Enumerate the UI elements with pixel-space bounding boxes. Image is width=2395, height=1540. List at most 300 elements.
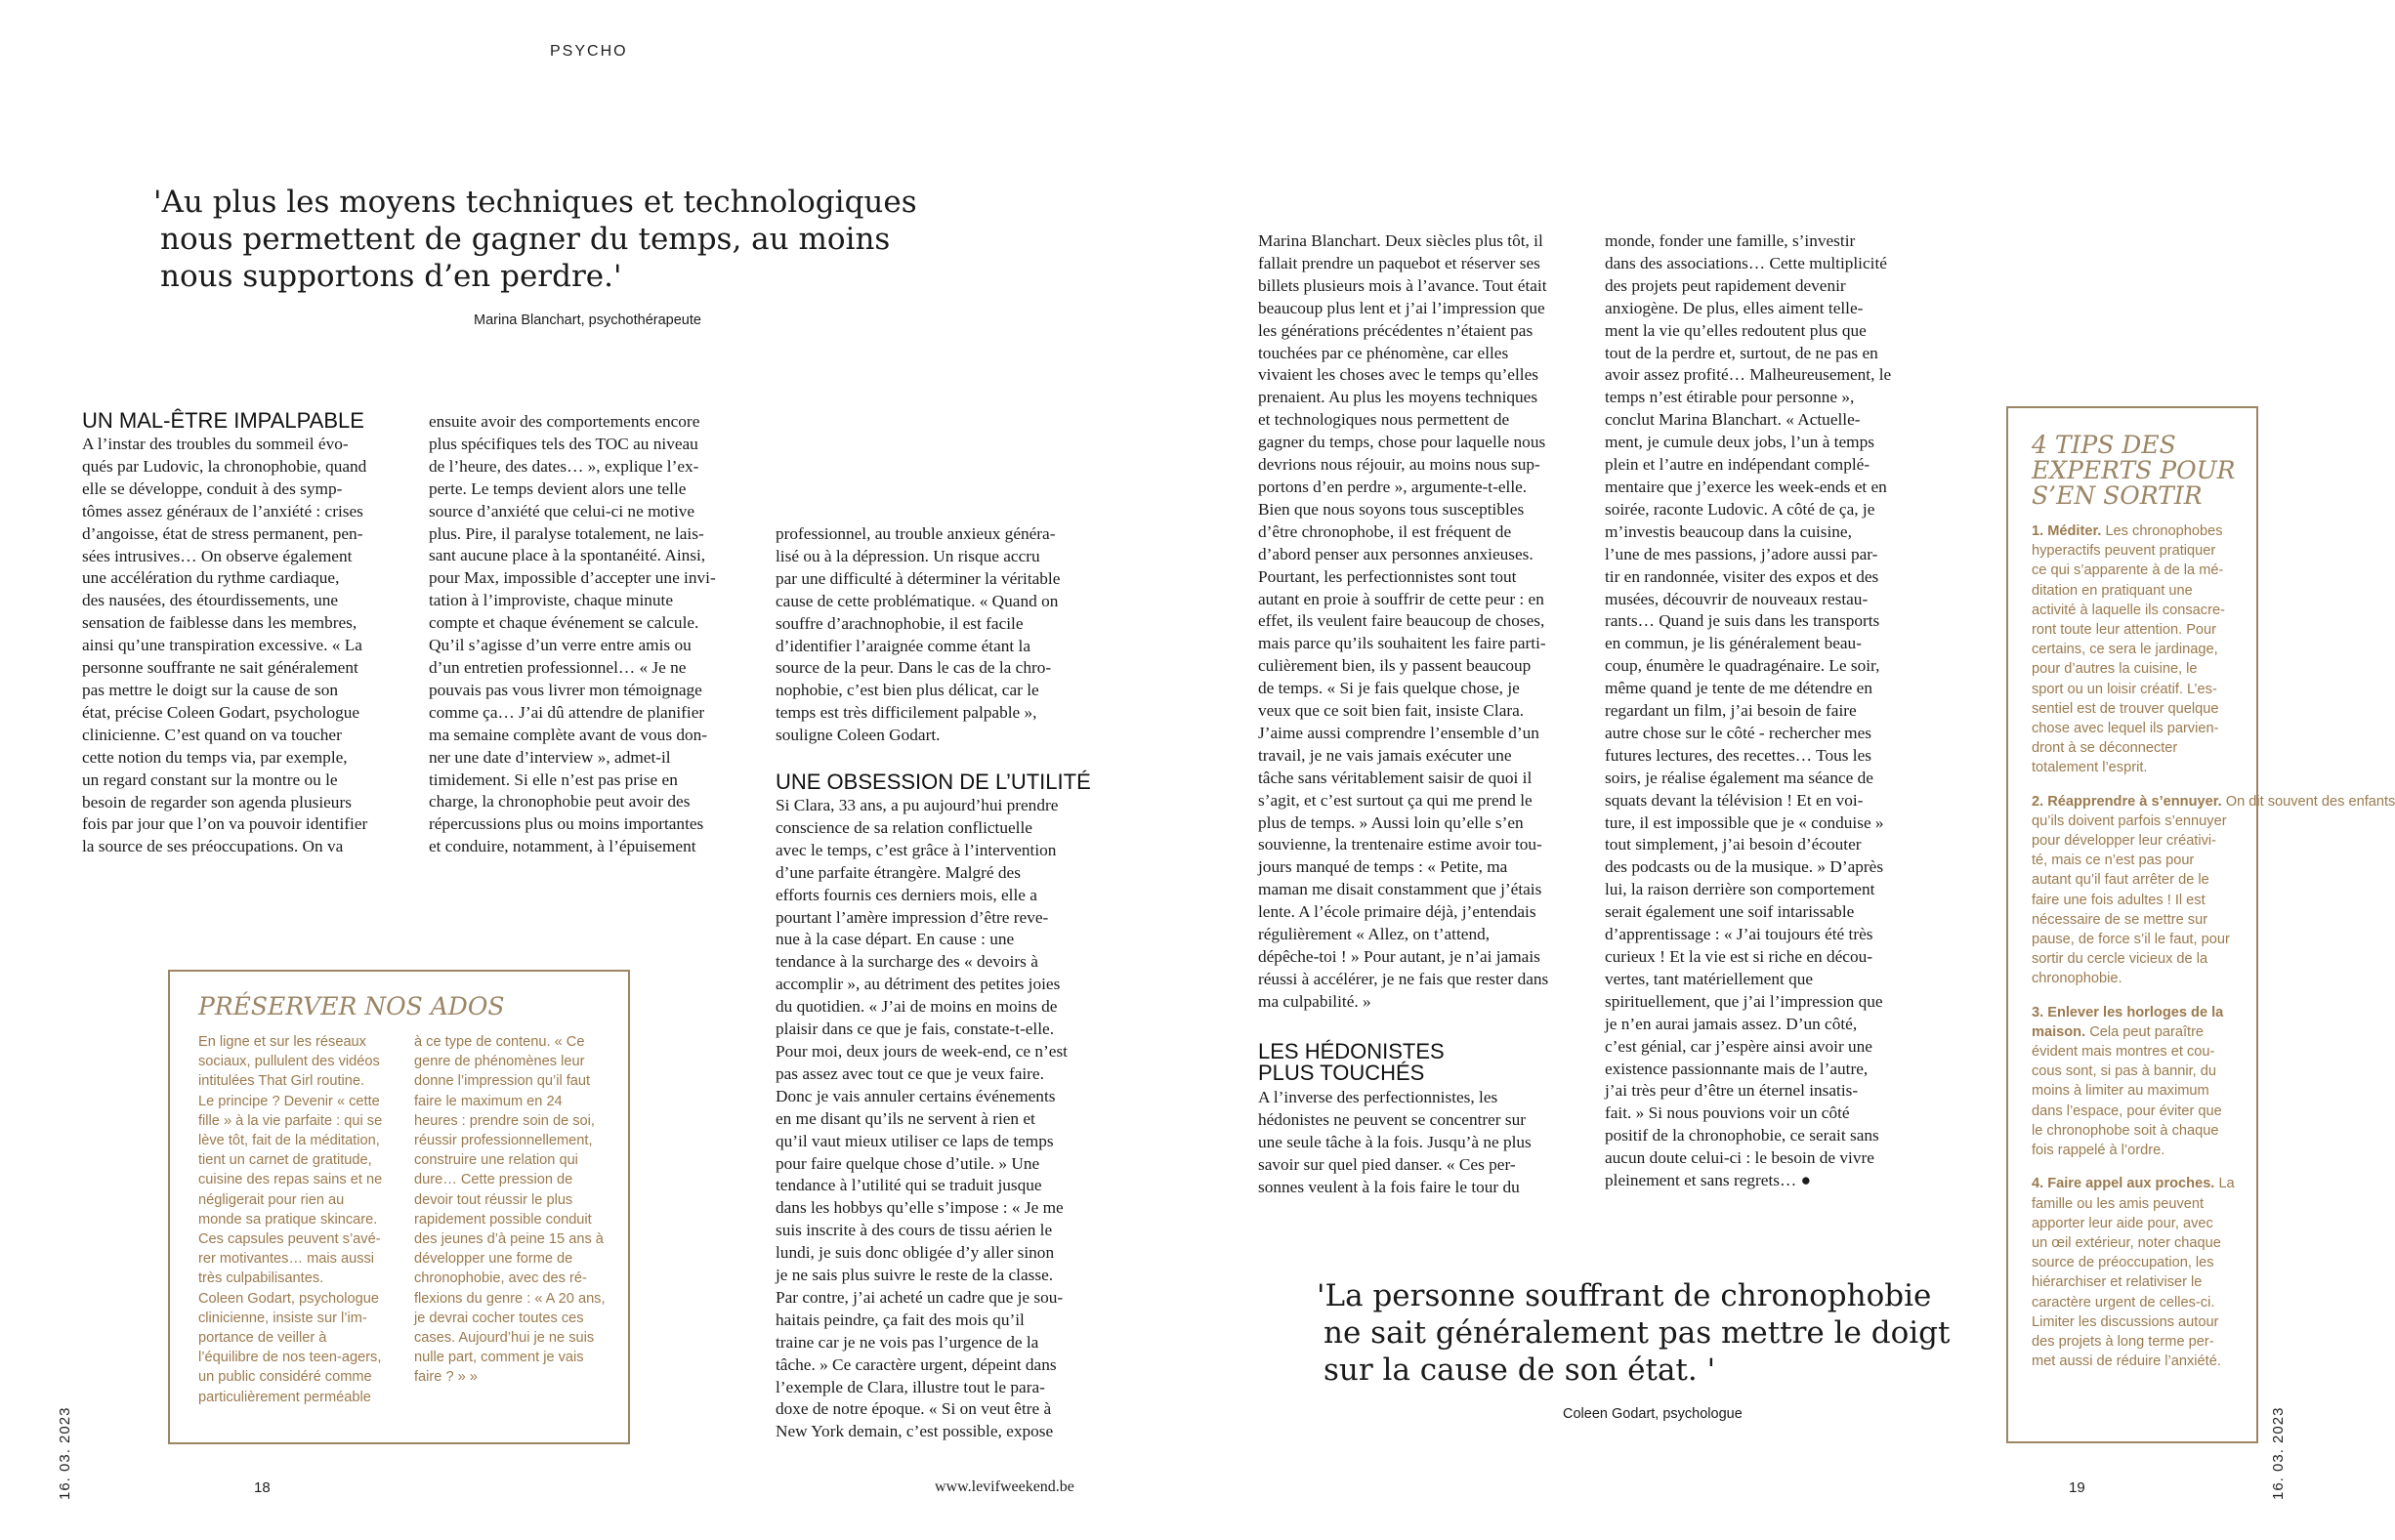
text-line: beaucoup plus lent et j’ai l’impression que — [1258, 298, 1545, 317]
text-line: lui, la raison derrière son comportement — [1605, 880, 1875, 899]
quote-line: 'Au plus les moyens techniques et technologiques — [153, 185, 917, 220]
text-line: monde, fonder une famille, s’investir — [1605, 231, 1856, 250]
text-line: efforts fournis ces derniers mois, elle a — [776, 885, 1037, 904]
text-line: fois par jour que l’on va pouvoir identifier — [82, 814, 368, 834]
text-line: source d’anxiété que celui-ci ne motive — [429, 501, 695, 520]
text-line: d’apprentissage : « J’ai toujours été très — [1605, 925, 1873, 944]
text-line: souffre d’arachnophobie, il est facile — [776, 613, 1024, 633]
text-line: charge, la chronophobie peut avoir des — [429, 792, 691, 812]
quote-attribution: Marina Blanchart, psychothérapeute — [474, 312, 701, 328]
text-line: culièrement bien, ils y passent beaucoup — [1258, 656, 1532, 676]
text-line: une accélération du rythme cardiaque, — [82, 568, 340, 588]
text-line: ensuite avoir des comportements encore — [429, 412, 700, 431]
text-line: donne l’impression qu’il faut — [414, 1073, 591, 1090]
text-line: spirituellement, que j’ai l’impression que — [1605, 991, 1883, 1011]
text-line: jours manqué de temps : « Petite, ma — [1258, 857, 1508, 877]
text-line: doxe de notre époque. « Si on veut être à — [776, 1399, 1052, 1419]
text-line: ainsi qu’une transpiration excessive. « La — [82, 636, 362, 655]
text-line: plus spécifiques tels des TOC au niveau — [429, 434, 698, 453]
tip-text: des projets à long terme per- — [2032, 1333, 2214, 1350]
text-line: devoir tout réussir le plus — [414, 1191, 573, 1208]
text-line: dépêche-toi ! » Pour autant, je n’ai jamais — [1258, 947, 1540, 966]
text-line: nulle part, comment je vais — [414, 1350, 584, 1366]
text-line: plein et l’autre en indépendant complé- — [1605, 455, 1870, 475]
text-line: tient un carnet de gratitude, — [198, 1152, 372, 1169]
quote-line: 'La personne souffrant de chronophobie — [1317, 1278, 1932, 1313]
quote-line: nous permettent de gagner du temps, au moins — [160, 222, 891, 257]
tip-text: Les chronophobes — [2105, 523, 2223, 539]
tip-line — [2032, 949, 2395, 969]
text-line: l’équilibre de nos teen-agers, — [198, 1350, 382, 1366]
quote-line: ne sait généralement pas mettre le doigt — [1324, 1315, 1951, 1351]
text-line: cette notion du temps via, par exemple, — [82, 747, 348, 767]
tip-line — [2032, 1121, 2395, 1141]
text-line: Pourtant, les perfectionnistes sont tout — [1258, 566, 1517, 586]
text-line: temps est très difficilement palpable », — [776, 703, 1037, 723]
text-line: tir en randonnée, visiter des expos et des — [1605, 566, 1879, 586]
text-line: même quand je tente de me détendre en — [1605, 679, 1872, 698]
page-number-right: 19 — [2069, 1479, 2085, 1496]
article-column-3-bottom — [776, 795, 1068, 1443]
sidebar-box-tips — [2006, 406, 2395, 1443]
text-line: cuisine des repas sains et ne — [198, 1172, 383, 1188]
tip-line — [2032, 758, 2395, 777]
tip-title: 4. Faire appel aux proches. — [2032, 1176, 2215, 1192]
text-line: flexions du genre : « A 20 ans, — [414, 1290, 606, 1307]
tip-text: Cela peut paraître — [2089, 1023, 2205, 1040]
text-line: des podcasts ou de la musique. » D’après — [1605, 857, 1884, 877]
text-line: en commun, je lis généralement beau- — [1605, 634, 1862, 653]
text-line: avoir assez profité… Malheureusement, le — [1605, 365, 1892, 385]
text-line: lève tôt, fait de la méditation, — [198, 1133, 380, 1149]
text-line: monde sa pratique skincare. — [198, 1211, 378, 1228]
text-line: intitulées That Girl routine. — [198, 1073, 365, 1090]
text-line: rapidement possible conduit — [414, 1211, 592, 1228]
text-line: mais parce qu’ils souhaitent les faire parti- — [1258, 634, 1546, 653]
heading-line: UNE OBSESSION DE L’UTILITÉ — [776, 770, 1091, 794]
text-line: ma culpabilité. » — [1258, 991, 1371, 1011]
text-line: Donc je vais annuler certains événements — [776, 1086, 1056, 1105]
tip-text: pause, de force s’il le faut, pour — [2032, 932, 2230, 948]
tip-text: pour d’autres la cuisine, le — [2032, 661, 2198, 678]
text-line: Coleen Godart, psychologue — [198, 1290, 379, 1307]
text-line: savoir sur quel pied danser. « Ces per- — [1258, 1154, 1516, 1174]
pull-quote-bottom — [1317, 1277, 1950, 1389]
tip-text: faire une fois adultes ! Il est — [2032, 892, 2206, 908]
tip-line — [2032, 680, 2395, 699]
page-number-left: 18 — [254, 1479, 271, 1496]
text-line: En ligne et sur les réseaux — [198, 1034, 366, 1050]
text-line: sées intrusives… On observe également — [82, 546, 353, 565]
text-line: une seule tâche à la fois. Jusqu’à ne plus — [1258, 1132, 1532, 1151]
text-line: musées, découvrir de nouveaux restau- — [1605, 589, 1869, 608]
text-line: particulièrement perméable — [198, 1389, 371, 1405]
tip-text: sentiel est de trouver quelque — [2032, 700, 2219, 717]
text-line: effet, ils veulent faire beaucoup de choses, — [1258, 611, 1545, 631]
text-line: professionnel, au trouble anxieux généra- — [776, 524, 1056, 543]
pull-quote-top — [153, 184, 917, 295]
box-title — [2032, 433, 2235, 509]
tip-text: totalement l’esprit. — [2032, 760, 2148, 776]
text-line: chronophobie, avec des ré- — [414, 1270, 587, 1287]
heading-line: UN MAL-ÊTRE IMPALPABLE — [82, 408, 364, 433]
tip-text: ditation en pratiquant une — [2032, 582, 2193, 599]
text-line: vivaient les choses avec le temps qu’elles — [1258, 365, 1538, 385]
text-line: répercussions plus ou moins importantes — [429, 814, 704, 834]
text-line: Le principe ? Devenir « cette — [198, 1093, 380, 1109]
text-line: temps n’est étirable pour personne », — [1605, 388, 1855, 407]
text-line: lundi, je suis donc obligée d’y aller sinon — [776, 1243, 1055, 1263]
tip-text: caractère urgent de celles-ci. — [2032, 1294, 2215, 1311]
text-line: travail, je ne vais jamais exécuter une — [1258, 745, 1512, 765]
text-line: futures lectures, des recettes… Tous les — [1605, 745, 1871, 765]
text-line: s’agit, et c’est surtout ça qui me prend le — [1258, 790, 1533, 810]
tip-title: maison. — [2032, 1023, 2086, 1040]
text-line: A l’inverse des perfectionnistes, les — [1258, 1088, 1498, 1106]
article-column-1 — [82, 434, 367, 858]
text-line: nophobie, c’est bien plus délicat, car le — [776, 681, 1039, 700]
text-line: d’identifier l’araignée comme étant la — [776, 636, 1031, 655]
tip-line — [2032, 812, 2395, 831]
tip-line — [2032, 891, 2395, 910]
text-line: d’un entretien professionnel… « Je ne — [429, 657, 687, 677]
text-line: un regard constant sur la montre ou le — [82, 770, 338, 789]
tip-line — [2032, 699, 2395, 719]
text-line: traine car je ne vois pas l’urgence de la — [776, 1332, 1039, 1352]
text-line: cases. Aujourd’hui je ne suis — [414, 1330, 595, 1347]
article-column-3-top — [776, 523, 1060, 747]
text-line: pas assez avec tout ce que je veux faire. — [776, 1063, 1044, 1083]
tip-line — [2032, 738, 2395, 758]
tip-text: pour développer leur créativi- — [2032, 833, 2217, 850]
text-line: Bien que nous soyons tous susceptibles — [1258, 499, 1525, 519]
text-line: dure… Cette pression de — [414, 1172, 573, 1188]
text-line: genre de phénomènes leur — [414, 1054, 585, 1070]
box-ados-column-2 — [414, 1032, 606, 1388]
text-line: Par contre, j’ai acheté un cadre que je sou- — [776, 1287, 1064, 1307]
text-line: Qu’il s’agisse d’un verre entre amis ou — [429, 636, 692, 655]
box-ados-column-1 — [198, 1032, 382, 1407]
tip-line — [2032, 969, 2395, 988]
text-line: anxiogène. De plus, elles aiment telle- — [1605, 298, 1864, 317]
tip-line — [2032, 1081, 2395, 1101]
text-line: ture, il est impossible que je « conduise » — [1605, 812, 1884, 832]
tip-line — [2032, 1061, 2395, 1081]
text-line: ma semaine complète avant de vous don- — [429, 725, 708, 744]
text-line: pour Max, impossible d’accepter une invi- — [429, 568, 716, 588]
text-line: comme ça… J’ai dû attendre de planifier — [429, 702, 705, 722]
text-line: conscience de sa relation conflictuelle — [776, 817, 1032, 837]
text-line: tendance à la surcharge des « devoirs à — [776, 952, 1038, 972]
text-line: prenaient. Au plus les moyens techniques — [1258, 388, 1538, 407]
text-line: lente. A l’école primaire déjà, j’entendais — [1258, 902, 1536, 922]
tip-line — [2032, 1102, 2395, 1121]
tip-title: 1. Méditer. — [2032, 523, 2102, 539]
text-line: pouvais pas vous livrer mon témoignage — [429, 680, 702, 699]
text-line: des jeunes d’à peine 15 ans à — [414, 1231, 604, 1248]
tip-title: 3. Enlever les horloges de la — [2032, 1004, 2224, 1020]
text-line: tout simplement, j’ai besoin d’écouter — [1605, 835, 1862, 854]
text-line: qués par Ludovic, la chronophobie, quand — [82, 456, 367, 476]
tip-line — [2032, 1141, 2395, 1160]
text-line: pourtant l’amère impression d’être reve- — [776, 907, 1049, 927]
text-line: dans des associations… Cette multiplicité — [1605, 253, 1887, 272]
tip-item — [2032, 1174, 2395, 1371]
tip-text: apporter leur aide pour, avec — [2032, 1215, 2213, 1231]
tip-line — [2032, 1174, 2395, 1193]
text-line: faire le maximum en 24 — [414, 1093, 563, 1109]
tip-item — [2032, 1003, 2395, 1161]
tip-title: 2. Réapprendre à s’ennuyer. — [2032, 793, 2222, 810]
tip-text: chose avec lequel ils parvien- — [2032, 721, 2219, 737]
tip-text: dans l’espace, pour éviter que — [2032, 1103, 2222, 1119]
section-heading — [1258, 1041, 1445, 1084]
text-line: faire ? » » — [414, 1369, 478, 1386]
tip-text: famille ou les amis peuvent — [2032, 1195, 2205, 1212]
tip-text: met aussi de réduire l’anxiété. — [2032, 1353, 2221, 1370]
tip-line — [2032, 930, 2395, 949]
text-line: ner une date d’interview », admet-il — [429, 747, 671, 767]
text-line: un public considéré comme — [198, 1369, 372, 1386]
article-column-5 — [1605, 230, 1891, 1192]
text-line: suis inscrite à des cours de tissu aérien le — [776, 1221, 1053, 1240]
tip-line — [2032, 870, 2395, 890]
text-line: haitais peindre, ça fait des mois qu’il — [776, 1310, 1025, 1329]
tip-line — [2032, 1214, 2395, 1233]
tip-line — [2032, 1332, 2395, 1352]
text-line: qu’il vaut mieux utiliser ce laps de temps — [776, 1131, 1054, 1150]
text-line: vertes, tant matériellement que — [1605, 969, 1814, 988]
text-line: m’investis beaucoup dans la cuisine, — [1605, 521, 1852, 541]
text-line: état, précise Coleen Godart, psychologue — [82, 702, 360, 722]
tip-text: hyperactifs peuvent pratiquer — [2032, 543, 2216, 560]
text-line: Ces capsules peuvent s’avé- — [198, 1231, 381, 1248]
text-line: hédonistes ne peuvent se concentrer sur — [1258, 1109, 1527, 1129]
tip-text: sortir du cercle vicieux de la — [2032, 951, 2208, 968]
box-title-line: 4 TIPS DES — [2032, 431, 2176, 459]
text-line: d’angoisse, état de stress permanent, pen- — [82, 523, 363, 543]
text-line: par une difficulté à déterminer la véritable — [776, 568, 1061, 588]
tip-text: ront toute leur attention. Pour — [2032, 622, 2217, 639]
text-line: souligne Coleen Godart. — [776, 726, 941, 745]
text-line: sociaux, pullulent des vidéos — [198, 1054, 380, 1070]
text-line: soirée, raconte Ludovic. A côté de ça, je — [1605, 499, 1875, 519]
text-line: soirs, je réalise également ma séance de — [1605, 768, 1873, 787]
text-line: portance de veiller à — [198, 1330, 327, 1347]
text-line: existence passionnante mais de l’autre, — [1605, 1059, 1869, 1078]
text-line: sensation de faiblesse dans les membres, — [82, 613, 357, 633]
text-line: sonnes veulent à la fois faire le tour du — [1258, 1177, 1520, 1196]
text-line: plaisir dans ce que je fais, constate-t-elle. — [776, 1020, 1055, 1039]
text-line: avec le temps, c’est grâce à l’intervention — [776, 840, 1057, 859]
tips-list — [2032, 521, 2395, 1371]
article-column-2 — [429, 411, 716, 858]
text-line: touchées par ce phénomène, car elles — [1258, 343, 1509, 362]
text-line: tâche. » Ce caractère urgent, dépeint dans — [776, 1354, 1057, 1374]
text-line: elle se développe, conduit à des symp- — [82, 479, 343, 498]
text-line: pleinement et sans regrets… ● — [1605, 1171, 1812, 1190]
tip-text: sport ou un loisir créatif. L’es- — [2032, 681, 2217, 697]
text-line: compte et chaque événement se calcule. — [429, 613, 699, 633]
tip-line — [2032, 659, 2395, 679]
tip-line — [2032, 601, 2395, 620]
text-line: dans les hobbys qu’elle s’impose : « Je me — [776, 1198, 1064, 1218]
text-line: lisé ou à la dépression. Un risque accru — [776, 546, 1040, 565]
text-line: gagner du temps, chose pour laquelle nous — [1258, 433, 1546, 452]
text-line: coup, énumère le quadragénaire. Le soir, — [1605, 656, 1880, 676]
text-line: et technologiques nous permettent de — [1258, 410, 1510, 430]
text-line: timidement. Si elle n’est pas prise en — [429, 770, 678, 789]
tip-line — [2032, 1233, 2395, 1253]
tip-line — [2032, 1293, 2395, 1312]
text-line: rants… Quand je suis dans les transports — [1605, 611, 1880, 631]
text-line: tout de la perdre et, surtout, de ne pas en — [1605, 343, 1878, 362]
text-line: tâche sans véritablement saisir de quoi il — [1258, 768, 1533, 787]
text-line: autant en proie à souffrir de cette peur : en — [1258, 589, 1544, 608]
tip-text: té, mais ce n’est pas pour — [2032, 853, 2195, 869]
text-line: personne souffrante ne sait généralement — [82, 658, 358, 678]
heading-line: PLUS TOUCHÉS — [1258, 1061, 1425, 1085]
tip-text: source de préoccupation, les — [2032, 1255, 2214, 1271]
tip-text: nécessaire de se mettre sur — [2032, 911, 2208, 928]
tip-line — [2032, 541, 2395, 561]
section-heading — [82, 410, 364, 432]
heading-line: LES HÉDONISTES — [1258, 1039, 1445, 1063]
text-line: du quotidien. « J’ai de moins en moins de — [776, 997, 1058, 1017]
text-line: plus. Pire, il paralyse totalement, ne lais- — [429, 523, 704, 543]
text-line: fille » à la vie parfaite : qui se — [198, 1112, 383, 1129]
text-line: maman me disait constamment que j’étais — [1258, 880, 1542, 899]
tip-text: hiérarchiser et relativiser le — [2032, 1274, 2203, 1291]
text-line: construire une relation qui — [414, 1152, 578, 1169]
tip-line — [2032, 792, 2395, 812]
text-line: clinicienne, insiste sur l’im- — [198, 1310, 367, 1326]
tip-text: évident mais montres et cou- — [2032, 1044, 2215, 1061]
tip-text: ce qui s’apparente à de la mé- — [2032, 562, 2224, 579]
text-line: de temps. « Si je fais quelque chose, je — [1258, 679, 1520, 698]
text-line: pour faire quelque chose d’utile. » Une — [776, 1153, 1040, 1173]
text-line: l’exemple de Clara, illustre tout le para- — [776, 1377, 1045, 1396]
tip-line — [2032, 851, 2395, 870]
text-line: source de la peur. Dans le cas de la chro- — [776, 658, 1052, 678]
tip-text: dront à se déconnecter — [2032, 740, 2178, 757]
text-line: plus de temps. » Aussi loin qu’elle s’en — [1258, 812, 1524, 832]
box-title-line: S’EN SORTIR — [2032, 481, 2203, 510]
tip-text: La — [2218, 1176, 2235, 1192]
tip-text: On dit souvent des enfants — [2225, 793, 2395, 810]
text-line: je devrai cocher toutes ces — [414, 1310, 584, 1326]
section-heading — [776, 771, 1091, 793]
quote-attribution: Coleen Godart, psychologue — [1563, 1406, 1743, 1422]
sidebar-box-ados — [168, 970, 630, 1444]
text-line: les générations précédentes n’étaient pas — [1258, 320, 1534, 340]
text-line: J’aime aussi comprendre l’ensemble d’un — [1258, 723, 1539, 742]
tip-text: le chronophobe soit à chaque — [2032, 1122, 2219, 1139]
text-line: veux que ce soit bien fait, insiste Clara. — [1258, 701, 1525, 721]
text-line: réussir professionnellement, — [414, 1133, 593, 1149]
tip-line — [2032, 521, 2395, 541]
text-line: développer une forme de — [414, 1251, 573, 1268]
tip-line — [2032, 581, 2395, 601]
text-line: devrions nous réjouir, au moins nous sup- — [1258, 455, 1540, 475]
tip-item — [2032, 521, 2395, 778]
tip-text: qu’ils doivent parfois s’ennuyer — [2032, 812, 2227, 829]
tip-line — [2032, 1194, 2395, 1214]
text-line: d’une parfaite étrangère. Malgré des — [776, 862, 1021, 882]
quote-line: nous supportons d’en perdre.' — [160, 259, 622, 294]
section-label: PSYCHO — [550, 43, 628, 60]
tip-line — [2032, 1022, 2395, 1042]
tip-text: cous sont, si pas à bannir, du — [2032, 1063, 2217, 1080]
tip-line — [2032, 1042, 2395, 1061]
tip-line — [2032, 561, 2395, 580]
text-line: tômes assez généraux de l’anxiété : crises — [82, 501, 363, 520]
text-line: clinicienne. C’est quand on va toucher — [82, 725, 342, 744]
tip-text: certains, ce sera le jardinage, — [2032, 642, 2218, 658]
text-line: billets plusieurs mois à l’avance. Tout était — [1258, 275, 1547, 295]
text-line: ment la vie qu’elles redoutent plus que — [1605, 320, 1867, 340]
text-line: mentaire que j’exerce les week-ends et en — [1605, 477, 1887, 496]
text-line: négligerait pour rien au — [198, 1191, 345, 1208]
text-line: des nausées, des étourdissements, une — [82, 591, 339, 610]
text-line: fait. » Si nous pouvions voir un côté — [1605, 1103, 1850, 1123]
text-line: conclut Marina Blanchart. « Actuelle- — [1605, 410, 1861, 430]
text-line: nue à la case départ. En cause : une — [776, 930, 1015, 949]
text-line: souvienne, la trentenaire estime avoir tou- — [1258, 835, 1542, 854]
box-title-line: EXPERTS POUR — [2032, 456, 2236, 484]
text-line: perte. Le temps devient alors une telle — [429, 479, 687, 498]
text-line: portons d’en perdre », argumente-t-elle. — [1258, 477, 1528, 496]
text-line: Marina Blanchart. Deux siècles plus tôt, il — [1258, 231, 1543, 250]
text-line: A l’instar des troubles du sommeil évo- — [82, 435, 349, 453]
text-line: d’abord penser aux personnes anxieuses. — [1258, 544, 1534, 563]
website-link[interactable]: www.levifweekend.be — [935, 1478, 1074, 1495]
issue-date-right: 16. 03. 2023 — [2270, 1406, 2287, 1500]
text-line: accomplir », au détriment des petites joies — [776, 975, 1061, 994]
tip-item — [2032, 792, 2395, 989]
tip-line — [2032, 1352, 2395, 1371]
text-line: New York demain, c’est possible, expose — [776, 1422, 1054, 1441]
text-line: la source de ses préoccupations. On va — [82, 837, 344, 856]
text-line: curieux ! Et la vie est si riche en décou- — [1605, 947, 1872, 966]
text-line: d’être chronophobe, il est fréquent de — [1258, 521, 1512, 541]
text-line: squats devant la télévision ! Et en voi- — [1605, 790, 1864, 810]
issue-date-left: 16. 03. 2023 — [57, 1406, 73, 1500]
tip-text: fois rappelé à l’ordre. — [2032, 1143, 2165, 1159]
tip-line — [2032, 831, 2395, 851]
text-line: en me disant qu’ils ne servent à rien et — [776, 1108, 1035, 1128]
text-line: régulièrement « Allez, on t’attend, — [1258, 925, 1491, 944]
text-line: regardant un film, j’ai besoin de faire — [1605, 701, 1857, 721]
text-line: aucun doute celui-ci : le besoin de vivre — [1605, 1148, 1874, 1168]
text-line: sant aucune place à la spontanéité. Ainsi, — [429, 546, 706, 565]
text-line: et conduire, notamment, à l’épuisement — [429, 837, 696, 856]
article-column-4-top — [1258, 230, 1548, 1014]
tip-text: Limiter les discussions autour — [2032, 1313, 2219, 1330]
text-line: rer motivantes… mais aussi — [198, 1251, 375, 1268]
text-line: à ce type de contenu. « Ce — [414, 1034, 585, 1050]
text-line: tendance à l’utilité qui se traduit jusque — [776, 1176, 1042, 1195]
text-line: fallait prendre un paquebot et réserver ses — [1258, 253, 1540, 272]
box-title: PRÉSERVER NOS ADOS — [198, 992, 505, 1020]
text-line: de l’heure, des dates… », explique l’ex- — [429, 456, 699, 476]
tip-text: chronophobie. — [2032, 971, 2122, 987]
text-line: pas mettre le doigt sur la cause de son — [82, 680, 339, 699]
tip-line — [2032, 620, 2395, 640]
text-line: Pour moi, deux jours de week-end, ce n’est — [776, 1041, 1068, 1061]
text-line: Si Clara, 33 ans, a pu aujourd’hui prendre — [776, 796, 1059, 814]
tip-line — [2032, 1272, 2395, 1292]
